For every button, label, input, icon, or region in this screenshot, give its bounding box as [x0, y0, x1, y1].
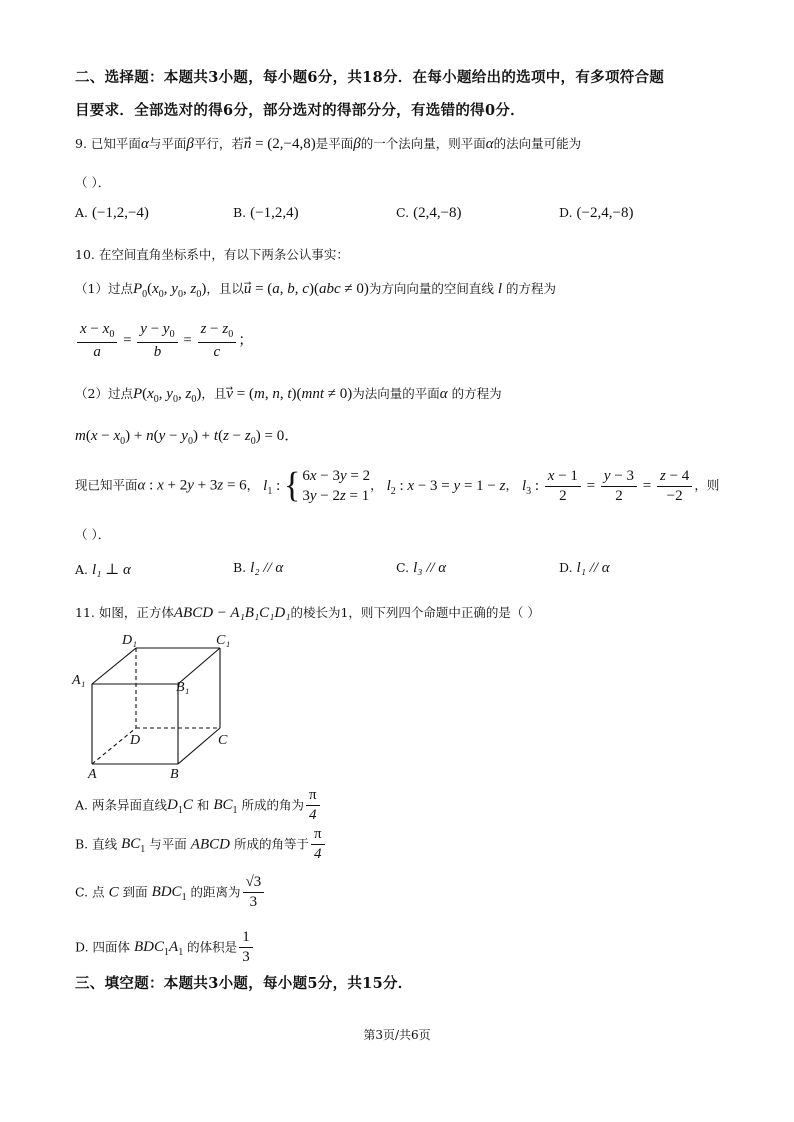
q11-option-text: 的距离为: [190, 884, 241, 900]
option-value: l₃ // α: [413, 560, 447, 576]
plane-equation: $m(x - x_0) + n(y - y_0) + t(z - z_0) = 0$．: [75, 428, 300, 447]
section2-heading-line1: 二、选择题：本题共3小题，每小题6分，共18分．在每小题给出的选项中，有多项符合题: [75, 69, 665, 86]
point-c: C: [108, 884, 119, 901]
option-label: A.: [75, 205, 89, 220]
label-b1: B₁: [176, 680, 190, 695]
line-l2-equation: $l_2$ : x − 3 = y = 1 − z: [386, 477, 506, 497]
label-a1: A₁: [72, 673, 86, 688]
q9-text: 与平面: [148, 136, 187, 151]
q10-text: ，且: [201, 386, 227, 401]
q10-number: 10.: [75, 247, 95, 262]
q9-option-c[interactable]: [396, 205, 462, 222]
q10-option-a[interactable]: [75, 560, 131, 579]
q11-option-text: 到面: [122, 884, 148, 900]
q10-text: 为方向向量的空间直线: [368, 281, 494, 296]
line-equation: $\frac{x - x_0}{a}$ = $\frac{y - y_0}{b}$ = $\frac{z - z_0}{c}$ ；: [75, 321, 253, 361]
line-bc1: $BC_1$: [213, 797, 238, 817]
q10-text: 的方程为: [506, 281, 557, 296]
q11-option-text: A. 两条异面直线: [75, 797, 167, 813]
option-label: D.: [559, 560, 573, 575]
q10-option-b[interactable]: [233, 560, 283, 577]
q9-text: 已知平面: [90, 136, 141, 151]
section3-heading: 三、填空题：本题共3小题，每小题5分，共15分．: [75, 975, 413, 992]
alpha-symbol: α: [485, 136, 494, 152]
q10-paren: （ ）．: [75, 527, 111, 542]
page-footer: 第3页/共6页: [363, 1028, 431, 1042]
q10-text: 现已知平面: [75, 477, 138, 493]
option-label: B.: [233, 560, 247, 575]
plane-bdc1: $BDC_1$: [151, 884, 187, 904]
q11-option-text: 与平面: [149, 836, 187, 852]
q10-fact2: [75, 384, 502, 405]
q10-intro: [75, 245, 349, 263]
point-p0: $P_0(x_0$, $y_0$, $z_0$): [132, 281, 207, 300]
fraction-1-over-3: $\frac{1}{3}$: [239, 929, 253, 967]
edge-b1c1: [178, 648, 220, 684]
label-c: C: [218, 733, 228, 748]
q11-option-b[interactable]: [75, 826, 327, 864]
label-b: B: [170, 767, 179, 782]
tetrahedron-bdc1a1: $BDC_1A_1$: [134, 939, 184, 959]
alpha-symbol: α: [439, 386, 448, 402]
section2-heading-line2: 目要求．全部选对的得6分，部分选对的得部分分，有选错的得0分．: [75, 102, 525, 119]
option-label: C.: [396, 205, 410, 220]
q10-option-d[interactable]: [559, 560, 610, 577]
q10-text: （1）过点: [75, 281, 133, 296]
option-value: (−1,2,4): [250, 205, 299, 221]
option-label: C.: [396, 560, 410, 575]
q11-number: 11.: [75, 605, 95, 620]
fraction-pi-over-4: $\frac{\pi}{4}$: [306, 787, 320, 825]
beta-symbol: β: [186, 136, 194, 152]
q9-text: 的法向量可能为: [493, 136, 582, 151]
option-value: (−1,2,−4): [92, 205, 149, 221]
q10-given: 现已知平面α : x + 2y + 3z = 6， $l_1$ : { 6x − 3y = 2 3y − 2z = 1 ， $l_2$ : x − 3 = y = 1 − z， $l_3$ : $\frac{x - 1}{2}$ = $\frac{y - 3}{2}$ = $\frac{z - 4}{-2}$ ，则: [75, 466, 720, 506]
q11-option-text: 所成的角等于: [233, 836, 309, 852]
q10-options: [75, 560, 715, 584]
q11-text: 的棱长为1，则下列四个命题中正确的是（ ）: [290, 605, 540, 620]
q10-text: （2）过点: [75, 386, 133, 401]
option-label: B.: [233, 205, 247, 220]
fraction-pi-over-4: $\frac{\pi}{4}$: [311, 826, 325, 864]
q11-option-text: D. 四面体: [75, 939, 131, 955]
q10-text: ，且以: [206, 281, 244, 296]
label-d1: D₁: [122, 633, 137, 648]
q9-option-d[interactable]: [559, 205, 633, 222]
option-value: (−2,4,−8): [576, 205, 634, 221]
q9-number: 9.: [75, 136, 87, 151]
direction-vector: u⃗ = (a, b, c)(abc ≠ 0): [243, 281, 369, 297]
line-d1c: $D_1C$: [166, 797, 193, 817]
cube-name: ABCD − A₁B₁C₁D₁: [173, 605, 291, 621]
q11-option-text: B. 直线: [75, 836, 118, 852]
q11-option-text: 所成的角为: [241, 797, 304, 813]
q11-option-c[interactable]: [75, 874, 266, 912]
option-value: (2,4,−8): [413, 205, 462, 221]
line-l3-equation: $l_3$ : $\frac{x - 1}{2}$ = $\frac{y - 3}{2}$ = $\frac{z - 4}{-2}$: [522, 478, 694, 494]
q9-text: 的一个法向量，则平面: [360, 136, 486, 151]
q11-option-text: 的体积是: [187, 939, 238, 955]
beta-symbol: β: [353, 136, 361, 152]
point-p: $P(x_0$, $y_0$, $z_0$): [132, 386, 202, 405]
q9-paren: （ ）．: [75, 175, 111, 190]
cube-figure: [70, 628, 250, 783]
alpha-symbol: α: [140, 136, 149, 152]
option-value: l₁ // α: [576, 560, 610, 576]
line-bc1: $BC_1$: [121, 836, 146, 856]
q10-text: ，则: [694, 477, 720, 493]
q9-stem: [75, 134, 581, 153]
q11-option-text: C. 点: [75, 884, 105, 900]
q9-vector-value: (2,−4,8): [267, 136, 316, 152]
q11-option-text: 和: [196, 797, 210, 813]
label-a: A: [88, 767, 97, 782]
option-value: l₂ // α: [250, 560, 284, 576]
option-value: l₁ ⊥ α: [92, 562, 131, 578]
line-l: l: [497, 281, 503, 297]
label-c1: C₁: [216, 633, 231, 648]
fraction-sqrt3-over-3: $\frac{√3}{3}$: [243, 874, 265, 912]
q11-option-d[interactable]: [75, 929, 255, 967]
q9-option-a[interactable]: [75, 205, 149, 222]
q11-text: 如图，正方体: [98, 605, 174, 620]
q9-options: [75, 205, 715, 229]
line-l1-system: $l_1$ : { 6x − 3y = 2 3y − 2z = 1: [263, 466, 371, 506]
normal-vector: n⃗ = (2,−4,8): [243, 136, 316, 152]
label-d: D: [130, 733, 141, 748]
q9-option-b[interactable]: [233, 205, 299, 222]
q10-option-c[interactable]: [396, 560, 446, 577]
edge-a1d1: [92, 648, 136, 684]
q10-text: 的方程为: [451, 386, 502, 401]
q10-intro-text: 在空间直角坐标系中，有以下两条公认事实：: [98, 247, 349, 262]
option-label: D.: [559, 205, 573, 220]
plane-alpha-equation: α : x + 2y + 3z = 6: [137, 477, 247, 494]
q11-option-a[interactable]: [75, 787, 322, 825]
q11-stem: [75, 603, 540, 622]
option-label: A.: [75, 562, 89, 577]
q10-fact1: [75, 279, 556, 300]
normal-vector-v: v⃗ = (m, n, t)(mnt ≠ 0): [226, 386, 353, 402]
q10-text: 为法向量的平面: [352, 386, 440, 401]
q9-text: 平行，若: [193, 136, 244, 151]
edge-bc: [178, 728, 220, 764]
plane-abcd: ABCD: [190, 836, 230, 853]
q9-text: 是平面: [315, 136, 354, 151]
